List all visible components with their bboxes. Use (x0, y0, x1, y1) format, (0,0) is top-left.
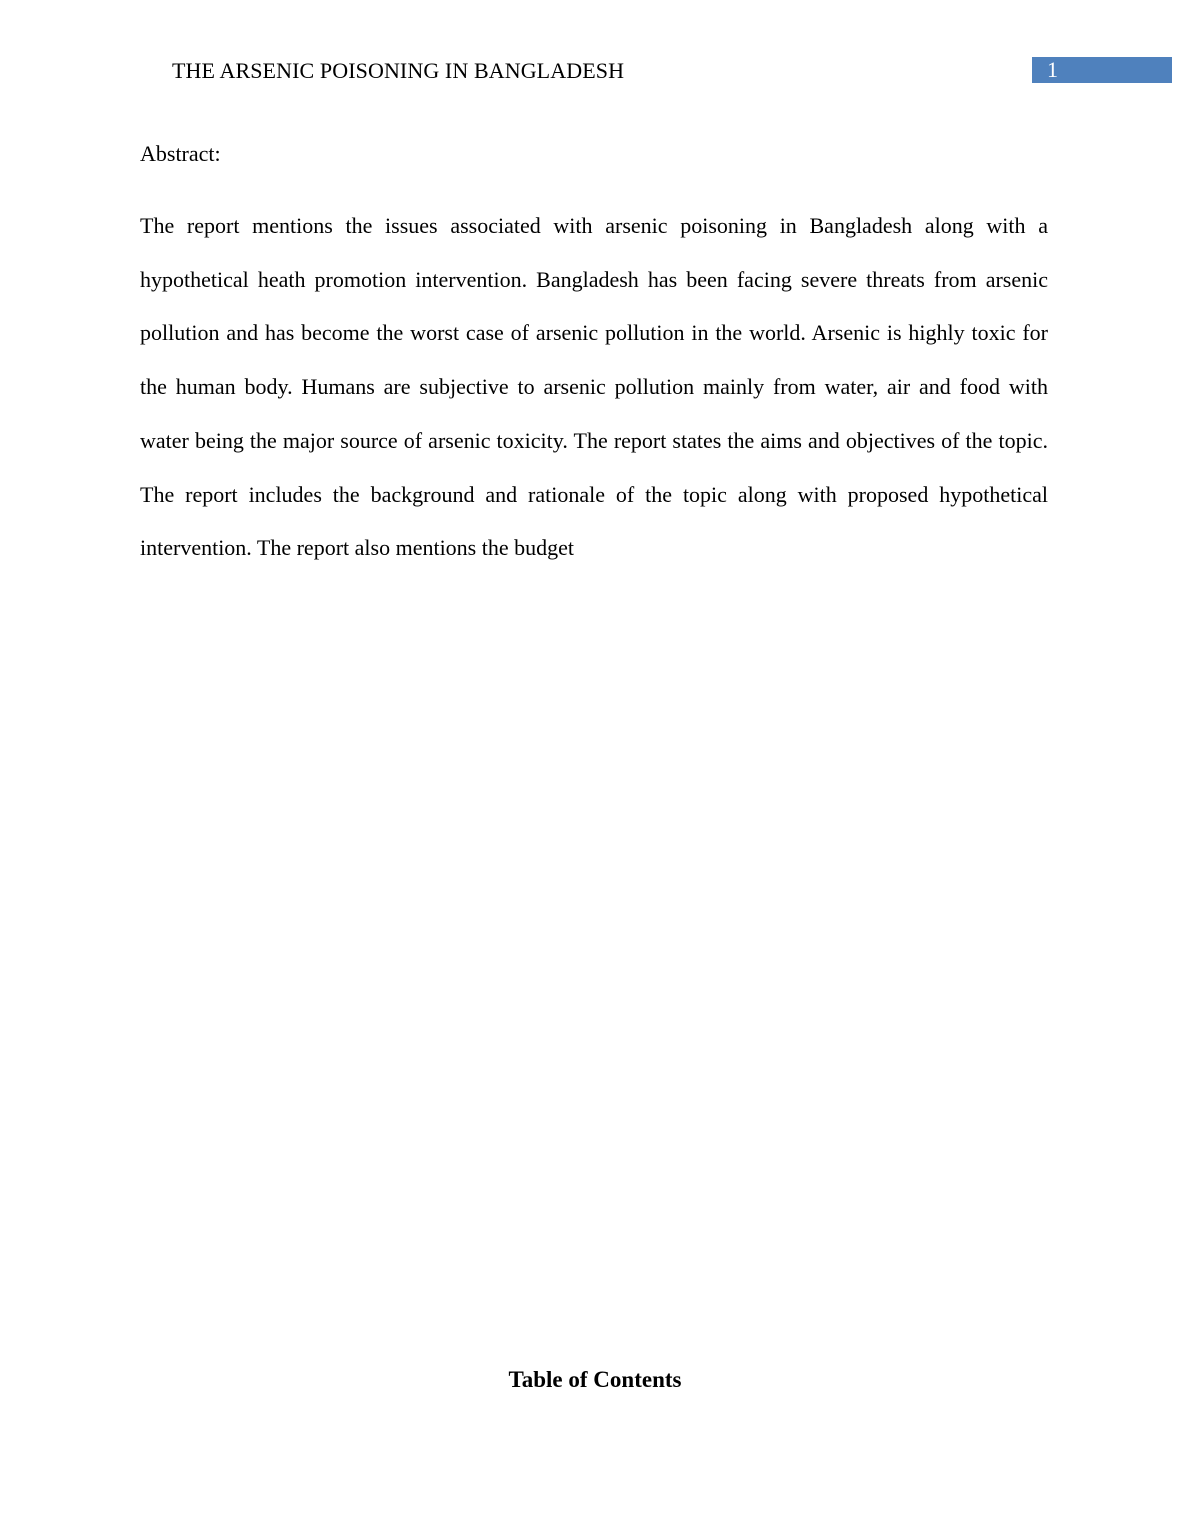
abstract-paragraph: The report mentions the issues associated with arsenic poisoning in Bangladesh along with a hypothetical heath promotion intervention. Bangladesh has been facing severe threats from arsenic pollution and has become the worst case of arsenic pollution in the world. Arsenic is highly toxic for the human body. Humans are subjective to arsenic pollution mainly from water, air and food with water being the major source of arsenic toxicity. The report states the aims and objectives of the topic. The report includes the background and rationale of the topic along with proposed hypothetical intervention. The report also mentions the budget (140, 213, 1048, 561)
page-number-badge (1032, 57, 1172, 83)
running-head: THE ARSENIC POISONING IN BANGLADESH (172, 58, 625, 83)
page-number: 1 (1047, 57, 1058, 82)
table-of-contents-heading: Table of Contents (508, 1367, 682, 1392)
abstract-heading: Abstract: (140, 141, 221, 166)
